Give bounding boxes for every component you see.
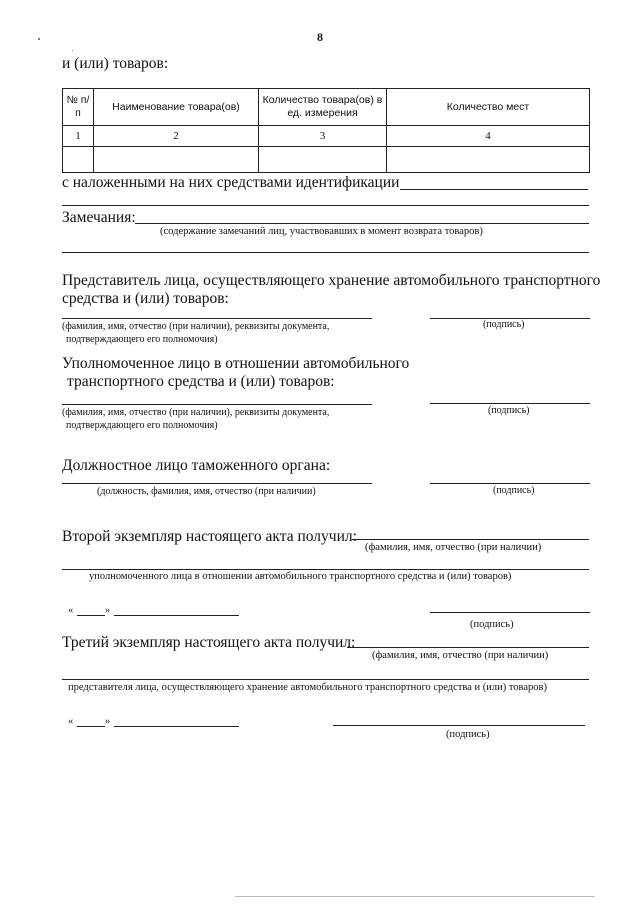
third-copy-day-line [77, 726, 105, 727]
table-cell: 1 [63, 126, 94, 147]
storage-rep-caption-2: подтверждающего его полномочия) [66, 334, 218, 345]
authorized-title-2: транспортного средства и (или) товаров: [67, 373, 335, 390]
table-header-row [63, 89, 590, 126]
authorized-title: Уполномоченное лицо в отношении автомобильного [62, 355, 410, 372]
table-cell [63, 147, 94, 173]
header-places-count: Количество мест [387, 89, 590, 126]
second-copy-date-open: « [68, 605, 74, 616]
remarks-line [135, 223, 589, 224]
customs-title: Должностное лицо таможенного органа: [62, 457, 331, 474]
storage-rep-name-line [62, 318, 372, 319]
storage-rep-signature-caption: (подпись) [483, 319, 525, 330]
third-copy-date-open: « [68, 716, 74, 727]
storage-rep-caption: (фамилия, имя, отчество (при наличии), реквизиты документа, [62, 321, 330, 332]
third-copy-caption: (фамилия, имя, отчество (при наличии) [372, 650, 549, 661]
second-copy-label: Второй экземпляр настоящего акта получил: [62, 528, 357, 545]
header-goods-quantity: Количество товара(ов) в ед. измерения [259, 89, 387, 126]
second-copy-month-line [114, 615, 239, 616]
third-copy-line-2 [62, 679, 589, 680]
third-copy-signature-caption: (подпись) [446, 729, 490, 740]
scan-speck [72, 50, 73, 51]
table-cell [94, 147, 259, 173]
identification-line [400, 189, 588, 190]
second-copy-line-2 [62, 569, 589, 570]
customs-name-line [62, 483, 372, 484]
header-number: № п/п [63, 89, 94, 126]
second-copy-signature-line [430, 612, 590, 613]
authorized-name-line [62, 404, 372, 405]
scan-edge-line [235, 896, 595, 897]
remarks-label: Замечания: [62, 209, 136, 226]
second-copy-caption: (фамилия, имя, отчество (при наличии) [365, 542, 542, 553]
third-copy-month-line [114, 726, 239, 727]
remarks-caption: (содержание замечаний лиц, участвовавших в момент возврата товаров) [160, 226, 483, 237]
page-number: 8 [317, 30, 323, 44]
table-cell: 2 [94, 126, 259, 147]
table-cell: 4 [387, 126, 590, 147]
authorized-caption: (фамилия, имя, отчество (при наличии), реквизиты документа, [62, 407, 330, 418]
authorized-caption-2: подтверждающего его полномочия) [66, 420, 218, 431]
second-copy-day-line [77, 615, 105, 616]
third-copy-label: Третий экземпляр настоящего акта получил: [62, 634, 356, 651]
table-cell [259, 147, 387, 173]
third-copy-caption-2: представителя лица, осуществляющего хранение автомобильного транспортного средства и (или) товаров) [68, 682, 547, 693]
second-copy-recipient-line [352, 539, 589, 540]
intro-text: и (или) товаров: [62, 55, 169, 72]
remarks-line-2 [62, 252, 589, 253]
storage-rep-title-2: средства и (или) товаров: [62, 290, 229, 307]
third-copy-recipient-line [347, 647, 589, 648]
third-copy-date-close: » [105, 716, 111, 727]
table-row [63, 126, 590, 147]
storage-rep-title: Представитель лица, осуществляющего хранение автомобильного транспортного [62, 272, 601, 289]
goods-table [62, 88, 590, 173]
third-copy-signature-line [333, 725, 585, 726]
table-cell: 3 [259, 126, 387, 147]
table-cell [387, 147, 590, 173]
customs-signature-caption: (подпись) [493, 485, 535, 496]
customs-caption: (должность, фамилия, имя, отчество (при наличии) [97, 486, 316, 497]
header-goods-name: Наименование товара(ов) [94, 89, 259, 126]
identification-label: с наложенными на них средствами идентификации [62, 174, 400, 191]
second-copy-caption-2: уполномоченного лица в отношении автомобильного транспортного средства и (или) товаров) [89, 571, 512, 582]
second-copy-date-close: » [105, 605, 111, 616]
identification-line-2 [62, 205, 589, 206]
second-copy-signature-caption: (подпись) [470, 619, 514, 630]
authorized-signature-caption: (подпись) [488, 405, 530, 416]
table-row [63, 147, 590, 173]
